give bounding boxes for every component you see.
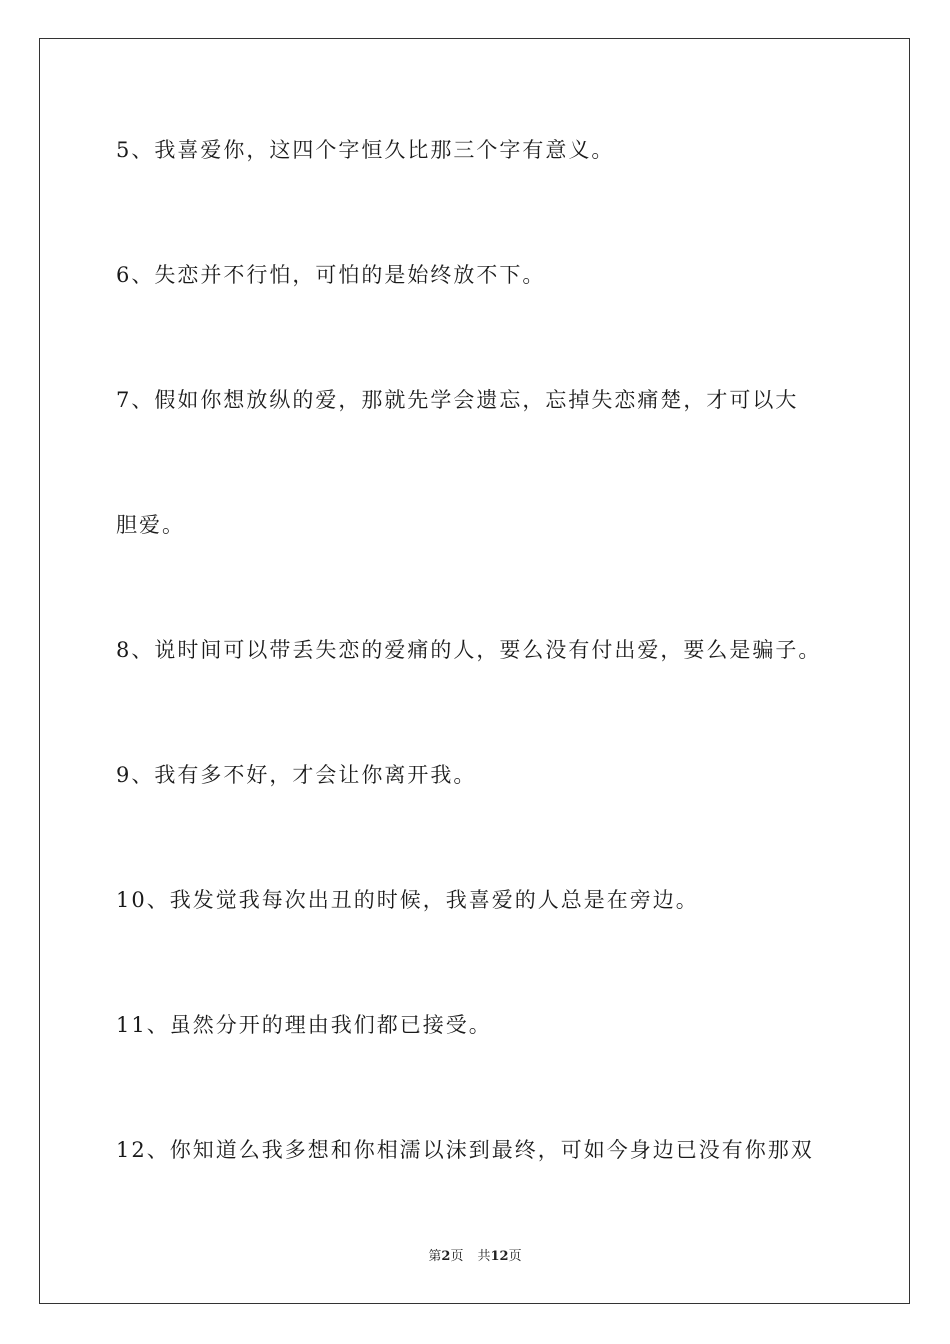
- text-line: 11、虽然分开的理由我们都已接受。: [116, 1013, 492, 1037]
- page-border: [39, 38, 910, 1304]
- text-line: 9、我有多不好，才会让你离开我。: [116, 763, 477, 787]
- text-line: 10、我发觉我每次出丑的时候，我喜爱的人总是在旁边。: [116, 888, 699, 912]
- text-line: 8、说时间可以带丢失恋的爱痛的人，要么没有付出爱，要么是骗子。: [116, 638, 822, 662]
- page-indicator: 第2页: [428, 1249, 464, 1264]
- text-line: 胆爱。: [116, 513, 185, 537]
- text-line: 6、失恋并不行怕，可怕的是始终放不下。: [116, 263, 546, 287]
- page-footer: [0, 1245, 950, 1264]
- text-line: 12、你知道么我多想和你相濡以沫到最终，可如今身边已没有你那双: [116, 1138, 814, 1162]
- total-pages-indicator: 共12页: [477, 1249, 522, 1264]
- text-line: 5、我喜爱你，这四个字恒久比那三个字有意义。: [116, 138, 615, 162]
- text-line: 7、假如你想放纵的爱，那就先学会遗忘，忘掉失恋痛楚，才可以大: [116, 388, 799, 412]
